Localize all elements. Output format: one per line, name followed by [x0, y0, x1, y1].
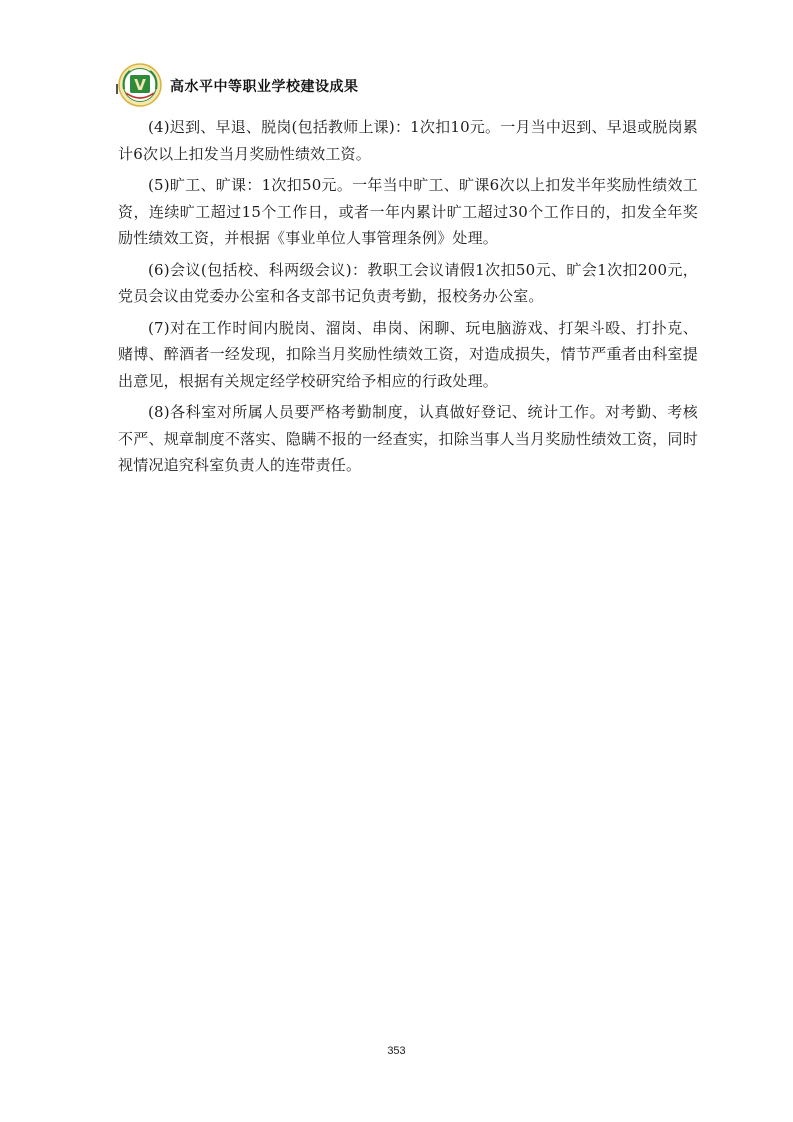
paragraph-item-6: (6)会议(包括校、科两级会议)：教职工会议请假1次扣50元、旷会1次扣200元，党员会议由党委办公室和各支部书记负责考勤，报校务办公室。	[118, 260, 698, 305]
emblem-letter: V	[134, 76, 146, 94]
page-header-title: 高水平中等职业学校建设成果	[170, 79, 359, 95]
page-header	[118, 62, 359, 108]
paragraph-item-4: (4)迟到、早退、脱岗(包括教师上课)：1次扣10元。一月当中迟到、早退或脱岗累计6次以上扣发当月奖励性绩效工资。	[118, 118, 698, 163]
paragraph-item-7: (7)对在工作时间内脱岗、溜岗、串岗、闲聊、玩电脑游戏、打架斗殴、打扑克、赌博、醉酒者一经发现，扣除当月奖励性绩效工资，对造成损失，情节严重者由科室提出意见，根据有关规定经学校研究给予相应的行政处理。	[118, 318, 698, 390]
paragraph-item-5: (5)旷工、旷课：1次扣50元。一年当中旷工、旷课6次以上扣发半年奖励性绩效工资，连续旷工超过15个工作日，或者一年内累计旷工超过30个工作日的，扣发全年奖励性绩效工资，并根据《事业单位人事管理条例》处理。	[118, 176, 698, 247]
page-number: 353	[387, 1045, 406, 1057]
paragraph-item-8: (8)各科室对所属人员要严格考勤制度，认真做好登记、统计工作。对考勤、考核不严、规章制度不落实、隐瞒不报的一经查实，扣除当事人当月奖励性绩效工资，同时视情况追究科室负责人的连带责任。	[118, 403, 698, 474]
school-emblem-icon	[118, 63, 162, 107]
document-body	[118, 114, 698, 484]
